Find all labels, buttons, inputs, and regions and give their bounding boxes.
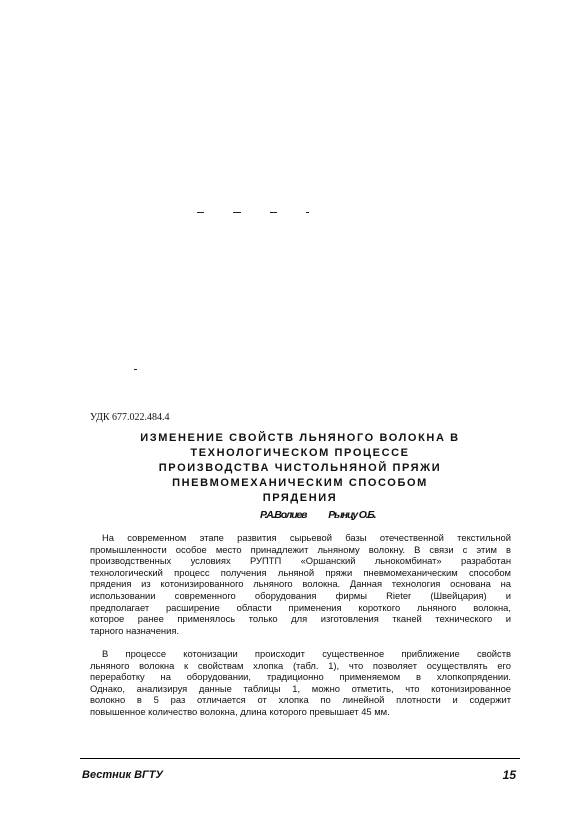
body-paragraph bbox=[90, 648, 511, 718]
text-line: технологический процесс получения льняной пряжи пневмомеханическим способом bbox=[90, 566, 511, 578]
title-line: ПНЕВМОМЕХАНИЧЕСКИМ СПОСОБОМ bbox=[172, 477, 428, 489]
scan-artifact-dash bbox=[134, 369, 137, 370]
text-line: производственных условиях РУПТП «Оршанский льнокомбинат» разработан bbox=[90, 555, 511, 567]
text-line: На современном этапе развития сырьевой базы отечественной текстильной bbox=[102, 532, 511, 543]
scan-artifact-dash bbox=[270, 212, 277, 213]
scan-artifact-dash bbox=[197, 212, 204, 213]
text-line: предполагает расширение области применения короткого льняного волокна, bbox=[90, 601, 511, 613]
text-line: использовании современного оборудования фирмы Rieter (Швейцария) и bbox=[90, 589, 511, 601]
text-line: В процессе котонизации происходит существенное приближение свойств bbox=[102, 648, 511, 659]
text-line: переработку на оборудовании, традиционно применяемом в хлопкопрядении. bbox=[90, 671, 511, 683]
footer-divider bbox=[80, 758, 520, 759]
text-line: льняного волокна к свойствам хлопка (табл. 1), что позволяет осуществлять его bbox=[90, 659, 511, 671]
scan-artifact-dash bbox=[233, 212, 241, 213]
text-line: Однако, анализируя данные таблицы 1, можно отметить, что котонизированное bbox=[90, 682, 511, 694]
text-line: волокно в 5 раз отличается от хлопка по линейной плотности и содержит bbox=[90, 694, 511, 706]
author-name: Рынцу О.Б. bbox=[328, 509, 376, 521]
title-line: ИЗМЕНЕНИЕ СВОЙСТВ ЛЬНЯНОГО ВОЛОКНА В bbox=[140, 432, 460, 444]
text-line: повышенное количество волокна, длина которого превышает 45 мм. bbox=[90, 705, 390, 717]
journal-name: Вестник ВГТУ bbox=[82, 769, 163, 781]
text-line: тарного назначения. bbox=[90, 624, 180, 636]
title-line: ТЕХНОЛОГИЧЕСКОМ ПРОЦЕССЕ bbox=[190, 447, 410, 459]
title-line: ПРОИЗВОДСТВА ЧИСТОЛЬНЯНОЙ ПРЯЖИ bbox=[158, 462, 442, 474]
text-line: прядения из котонизированного льняного волокна. Данная технология основана на bbox=[90, 578, 511, 590]
title-line: ПРЯДЕНИЯ bbox=[262, 492, 338, 504]
text-line: промышленности особое место принадлежит льняному волокну. В связи с этим в bbox=[90, 543, 511, 555]
author-name: Р.А.Волиев bbox=[260, 509, 307, 521]
body-paragraph bbox=[90, 532, 511, 636]
page-number: 15 bbox=[502, 768, 516, 782]
article-title bbox=[120, 431, 480, 506]
udk-code: УДК 677.022.484.4 bbox=[90, 412, 170, 423]
article-authors bbox=[260, 509, 375, 521]
scan-artifact-dash bbox=[306, 212, 309, 213]
text-line: которое ранее применялось только для изготовления тканей технического и bbox=[90, 613, 511, 625]
